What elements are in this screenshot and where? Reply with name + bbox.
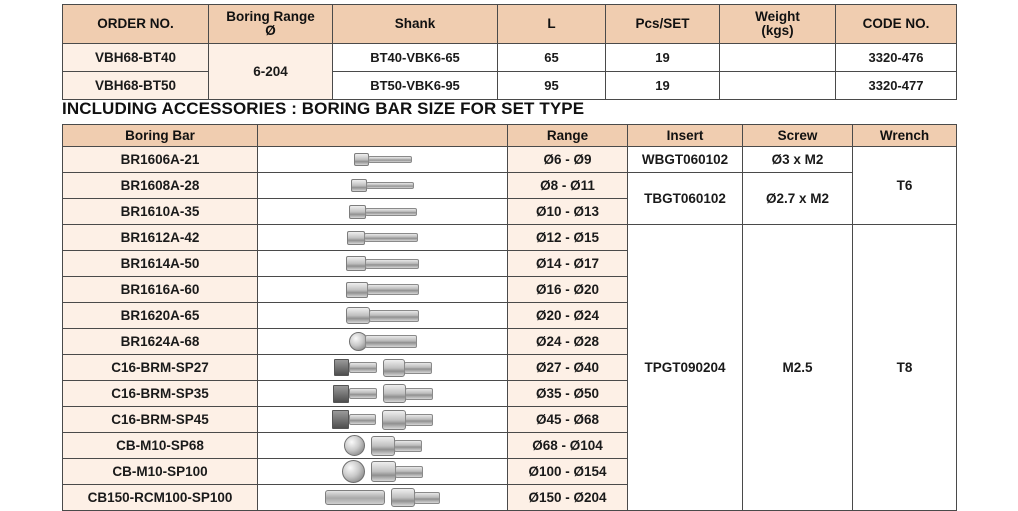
spec-header-order-no: ORDER NO. <box>63 5 209 44</box>
table-row <box>63 44 957 72</box>
bar-body-icon <box>367 284 419 295</box>
acc-range-3: Ø12 - Ø15 <box>508 225 628 251</box>
acc-bar-name-11-cell <box>63 433 258 459</box>
bar-graphic-head <box>334 359 377 376</box>
bar-graphic <box>354 153 412 166</box>
spec-header-weight-line1: Weight <box>755 8 800 24</box>
acc-bar-name-11: CB-M10-SP68 <box>116 438 204 453</box>
spec-table-container <box>62 4 956 100</box>
table-row <box>63 225 957 251</box>
boring-bar-illustration <box>258 408 507 432</box>
spec-header-boring-range <box>209 5 333 44</box>
bar-head-icon <box>346 256 366 271</box>
bar-graphic <box>349 332 417 351</box>
acc-bar-name-7: BR1624A-68 <box>63 329 258 355</box>
boring-bar-illustration <box>258 356 507 380</box>
acc-bar-image-9 <box>258 381 508 407</box>
bar-graphic <box>347 231 418 245</box>
bar-graphic <box>346 307 419 324</box>
spec-shank-1: BT50-VBK6-95 <box>333 72 498 100</box>
bar-body-icon <box>364 233 418 242</box>
acc-bar-name-2: BR1610A-35 <box>63 199 258 225</box>
spec-header-weight <box>720 5 836 44</box>
spec-table <box>62 4 957 100</box>
bar-shank-icon <box>394 440 422 452</box>
bar-graphic <box>351 179 414 192</box>
bar-head-icon <box>346 307 370 324</box>
bar-head-icon <box>349 205 366 219</box>
acc-bar-name-10: C16-BRM-SP45 <box>63 407 258 433</box>
bar-tip-icon <box>332 410 349 429</box>
acc-bar-name-5: BR1616A-60 <box>63 277 258 303</box>
spec-header-boring-range-line2: Ø <box>265 23 276 38</box>
spec-boring-range-merged: 6-204 <box>209 44 333 100</box>
spec-header-boring-range-line1: Boring Range <box>226 8 315 24</box>
bar-holder-icon <box>383 359 405 377</box>
acc-range-13: Ø150 - Ø204 <box>508 485 628 511</box>
boring-bar-illustration <box>258 460 507 484</box>
acc-bar-name-8: C16-BRM-SP27 <box>63 355 258 381</box>
spec-weight-1 <box>720 72 836 100</box>
acc-bar-image-10 <box>258 407 508 433</box>
bar-graphic-holder <box>371 436 422 456</box>
acc-header-insert: Insert <box>628 125 743 147</box>
acc-bar-image-5 <box>258 277 508 303</box>
spec-l-1: 95 <box>498 72 606 100</box>
acc-bar-name-9: C16-BRM-SP35 <box>63 381 258 407</box>
acc-bar-name-3: BR1612A-42 <box>63 225 258 251</box>
acc-range-10: Ø45 - Ø68 <box>508 407 628 433</box>
acc-range-4: Ø14 - Ø17 <box>508 251 628 277</box>
acc-range-2: Ø10 - Ø13 <box>508 199 628 225</box>
acc-bar-name-6: BR1620A-65 <box>63 303 258 329</box>
bar-tip-icon <box>334 359 349 376</box>
bar-body-icon <box>368 156 412 163</box>
bar-body-icon <box>349 362 377 373</box>
acc-wrench-group-3: T8 <box>853 225 957 511</box>
bar-tip-icon <box>333 385 349 403</box>
acc-screw-group-3: M2.5 <box>743 225 853 511</box>
bar-graphic <box>349 205 417 219</box>
acc-bar-image-3 <box>258 225 508 251</box>
acc-bar-image-1 <box>258 173 508 199</box>
spec-pcs-0: 19 <box>606 44 720 72</box>
acc-screw-group-2: Ø2.7 x M2 <box>743 173 853 225</box>
acc-bar-name-13: CB150-RCM100-SP100 <box>63 485 258 511</box>
accessories-table-container <box>62 124 956 511</box>
accessories-header-row <box>63 125 957 147</box>
acc-header-range: Range <box>508 125 628 147</box>
spec-header-weight-line2: (kgs) <box>761 23 794 38</box>
bar-head-icon <box>347 231 365 245</box>
acc-header-screw: Screw <box>743 125 853 147</box>
bar-body-icon <box>366 182 414 189</box>
acc-range-9: Ø35 - Ø50 <box>508 381 628 407</box>
bar-holder-icon <box>382 410 406 430</box>
bar-holder-icon <box>371 461 396 482</box>
bar-round-head-icon <box>342 460 365 483</box>
spec-header-pcs-set: Pcs/SET <box>606 5 720 44</box>
accessories-table <box>62 124 957 511</box>
spec-code-no-1: 3320-477 <box>836 72 957 100</box>
acc-bar-image-2 <box>258 199 508 225</box>
acc-bar-image-8 <box>258 355 508 381</box>
bar-graphic-head <box>332 410 376 429</box>
acc-insert-group-2: TBGT060102 <box>628 173 743 225</box>
spec-shank-0: BT40-VBK6-65 <box>333 44 498 72</box>
acc-range-12: Ø100 - Ø154 <box>508 459 628 485</box>
bar-body-icon <box>369 310 419 322</box>
spec-weight-0 <box>720 44 836 72</box>
bar-body-icon <box>365 259 419 269</box>
bar-shank-icon <box>404 362 432 374</box>
boring-bar-illustration <box>258 148 507 172</box>
section-heading: INCLUDING ACCESSORIES : BORING BAR SIZE FOR SET TYPE <box>62 99 585 118</box>
bar-shank-icon <box>405 414 433 426</box>
acc-insert-group-1: WBGT060102 <box>628 147 743 173</box>
boring-bar-illustration <box>258 174 507 198</box>
boring-bar-illustration <box>258 252 507 276</box>
acc-range-8: Ø27 - Ø40 <box>508 355 628 381</box>
bar-body-icon <box>349 414 376 425</box>
acc-bar-name-0: BR1606A-21 <box>63 147 258 173</box>
acc-bar-image-0 <box>258 147 508 173</box>
boring-bar-illustration <box>258 200 507 224</box>
acc-header-boring-bar: Boring Bar <box>63 125 258 147</box>
bar-graphic-holder <box>382 410 433 430</box>
acc-range-6: Ø20 - Ø24 <box>508 303 628 329</box>
boring-bar-illustration <box>258 434 507 458</box>
spec-l-0: 65 <box>498 44 606 72</box>
acc-range-7: Ø24 - Ø28 <box>508 329 628 355</box>
bar-shank-icon <box>395 466 423 478</box>
acc-range-1: Ø8 - Ø11 <box>508 173 628 199</box>
spec-header-code-no: CODE NO. <box>836 5 957 44</box>
acc-wrench-group-1: T6 <box>853 147 957 225</box>
acc-header-wrench: Wrench <box>853 125 957 147</box>
bar-holder-icon <box>371 436 395 456</box>
table-row <box>63 173 957 199</box>
bar-head-icon <box>346 282 368 298</box>
spec-header-shank: Shank <box>333 5 498 44</box>
acc-header-picture <box>258 125 508 147</box>
acc-screw-group-1: Ø3 x M2 <box>743 147 853 173</box>
bar-graphic <box>346 282 419 298</box>
bar-graphic-holder <box>383 384 433 403</box>
acc-range-0: Ø6 - Ø9 <box>508 147 628 173</box>
boring-bar-illustration <box>258 304 507 328</box>
boring-bar-illustration <box>258 382 507 406</box>
acc-insert-group-3: TPGT090204 <box>628 225 743 511</box>
bar-body-icon <box>365 208 417 216</box>
acc-bar-image-4 <box>258 251 508 277</box>
spec-header-l: L <box>498 5 606 44</box>
spec-table-header-row <box>63 5 957 44</box>
bar-body-icon <box>349 388 377 399</box>
acc-bar-image-11 <box>258 433 508 459</box>
spec-code-no-0: 3320-476 <box>836 44 957 72</box>
spec-pcs-1: 19 <box>606 72 720 100</box>
acc-bar-name-4: BR1614A-50 <box>63 251 258 277</box>
bar-shank-icon <box>405 388 433 400</box>
spec-order-no-0: VBH68-BT40 <box>63 44 209 72</box>
bar-graphic-head <box>333 385 377 403</box>
spec-order-no-1: VBH68-BT50 <box>63 72 209 100</box>
boring-bar-illustration <box>258 330 507 354</box>
bar-graphic-holder <box>383 359 432 377</box>
bar-graphic-holder <box>371 461 423 482</box>
bar-holder-icon <box>383 384 406 403</box>
bar-graphic <box>346 256 419 271</box>
bar-head-icon <box>351 179 367 192</box>
acc-range-11: Ø68 - Ø104 <box>508 433 628 459</box>
bar-round-head-icon <box>344 435 365 456</box>
boring-bar-illustration <box>258 226 507 250</box>
acc-bar-name-12: CB-M10-SP100 <box>63 459 258 485</box>
bar-body-icon <box>365 335 417 348</box>
acc-bar-image-12 <box>258 459 508 485</box>
acc-bar-name-1: BR1608A-28 <box>63 173 258 199</box>
bar-head-icon <box>354 153 369 166</box>
acc-bar-image-6 <box>258 303 508 329</box>
table-row <box>63 147 957 173</box>
acc-range-5: Ø16 - Ø20 <box>508 277 628 303</box>
table-row <box>63 72 957 100</box>
boring-bar-illustration <box>258 278 507 302</box>
acc-bar-image-7 <box>258 329 508 355</box>
